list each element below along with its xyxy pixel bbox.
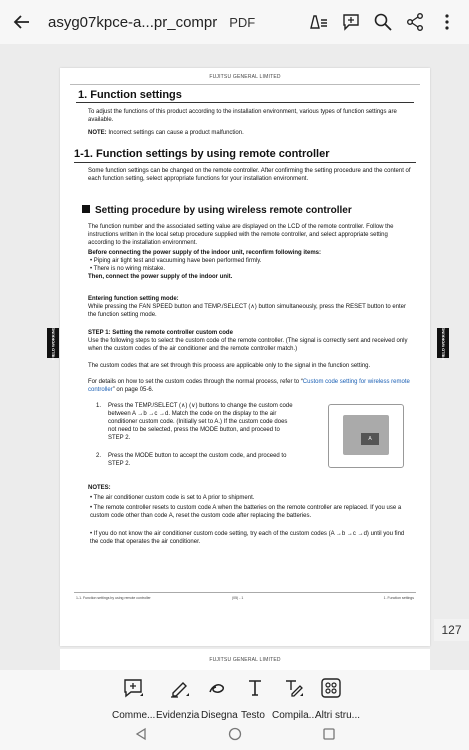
nav-home-icon xyxy=(228,727,242,741)
read-mode-icon xyxy=(309,12,329,32)
toolbar-actions xyxy=(305,8,461,36)
nav-recents-icon xyxy=(322,727,336,741)
step1-text: Use the following steps to select the custom code of the remote controller. (The signal is correctly sent and received only when the custom codes of the air conditioner and the remote controller match.) xyxy=(88,338,408,352)
pdf-page xyxy=(60,68,430,646)
section-1-rule xyxy=(76,102,414,103)
side-tab-left: FIELD WORKING xyxy=(47,328,59,358)
list-item-1: 1. Press the TEMP./SELECT (∧) (∨) buttons to change the custom code between A →b →c →d. Match the code on the display to the air conditioner custom code. (Initially set to A.) If the custom code does not need to be selected, press the MODE button, and proceed to STEP 2. xyxy=(96,403,293,441)
section-1-1-title: 1-1. Function settings by using remote controller xyxy=(74,148,330,160)
section-1-note: NOTE: Incorrect settings can cause a product malfunction. xyxy=(88,130,244,136)
entering-mode-title: Entering function setting mode: xyxy=(88,296,179,302)
more-tools[interactable] xyxy=(300,676,362,700)
footer-left: 1-1. Function settings by using remote controller xyxy=(76,596,151,600)
comment-icon xyxy=(341,12,361,32)
next-pdf-page xyxy=(60,649,430,670)
footer-right: 1. Function settings xyxy=(383,596,414,600)
section-1-1-rule xyxy=(74,162,416,163)
subsection-title: Setting procedure by using wireless remote controller xyxy=(82,205,352,216)
note-item: • The air conditioner custom code is set to A prior to shipment. xyxy=(90,495,255,501)
toolbar-label: Comme... xyxy=(112,710,156,721)
toolbar-labels xyxy=(0,704,469,721)
bottom-toolbar xyxy=(0,670,469,722)
share-icon xyxy=(405,12,425,32)
footer-center: (05) - 1 xyxy=(232,596,244,600)
list-item-2: 2. Press the MODE button to accept the custom code, and proceed to STEP 2. xyxy=(96,453,287,467)
toolbar-label: Evidenzia xyxy=(156,710,200,721)
note-item: • If you do not know the air conditioner custom code setting, try each of the custom codes (A →b →c →d) until you find the code that operates the air conditioner. xyxy=(90,531,405,545)
remote-controller-illustration xyxy=(328,404,404,468)
section-1-1-text: Some function settings can be changed on the remote controller. After confirming the setting procedure and the content of each function setting, select appropriate functions for your installation environment. xyxy=(88,168,411,182)
custom-code-display: A xyxy=(361,433,379,445)
toolbar-label: Compila... xyxy=(272,710,318,721)
share-button[interactable] xyxy=(401,8,429,36)
step1-title: STEP 1: Setting the remote controller custom code xyxy=(88,330,233,336)
side-tab-right: FIELD WORKING xyxy=(437,328,449,358)
add-comment-icon xyxy=(122,677,144,699)
section-1-text: To adjust the functions of this product according to the installation environment, various types of function settings are available. xyxy=(88,109,397,123)
search-button[interactable] xyxy=(369,8,397,36)
note-item: • The remote controller resets to custom code A when the batteries on the remote controller are replaced. If you use a custom code other than code A, reset the custom code after replacing the batteries. xyxy=(90,505,402,519)
toolbar-label: Altri stru... xyxy=(315,710,361,721)
toolbar-label: Testo xyxy=(241,710,265,721)
back-button[interactable] xyxy=(0,0,44,44)
step1-text-2: The custom codes that are set through this process are applicable only to the signal in the function setting. xyxy=(88,363,371,369)
more-options-button[interactable] xyxy=(433,8,461,36)
nav-home-button[interactable] xyxy=(228,727,242,746)
before-connecting-text: Before connecting the power supply of the indoor unit, reconfirm following items: xyxy=(88,250,322,256)
system-navigation-bar xyxy=(0,722,469,750)
file-type-label: PDF xyxy=(229,14,256,30)
bullet-item: • There is no wiring mistake. xyxy=(90,266,166,272)
more-vert-icon xyxy=(437,12,457,32)
toolbar-label: Disegna xyxy=(201,710,238,721)
custom-code-link[interactable]: Custom code setting for wireless remote controller xyxy=(88,379,410,393)
step1-text-3: For details on how to set the custom codes through the normal process, refer to “Custom code setting for wireless remote controller” on page 05-6. xyxy=(88,379,410,393)
section-1-title: 1. Function settings xyxy=(78,89,182,101)
subsection-text: The function number and the associated setting value are displayed on the LCD of the remote controller. Follow the instructions written in the local setup procedure supplied with the remote controller, and select appropriate setting according to the installation environment. xyxy=(88,224,394,246)
square-bullet-icon xyxy=(82,205,90,213)
then-connect-text: Then, connect the power supply of the indoor unit. xyxy=(88,274,233,280)
header-divider xyxy=(70,84,420,85)
page-header-brand: FUJITSU GENERAL LIMITED xyxy=(209,74,281,80)
page-number-indicator: 127 xyxy=(434,619,469,641)
notes-title: NOTES: xyxy=(88,485,111,491)
search-icon xyxy=(373,12,393,32)
read-mode-button[interactable] xyxy=(305,8,333,36)
back-arrow-icon xyxy=(13,13,31,31)
nav-back-icon xyxy=(134,727,148,741)
nav-recents-button[interactable] xyxy=(322,727,336,746)
entering-mode-text: While pressing the FAN SPEED button and TEMP./SELECT (∧) button simultaneously, press the RESET button to enter the function setting mode. xyxy=(88,304,406,318)
remote-lcd xyxy=(343,415,389,455)
more-tools-icon xyxy=(320,677,342,699)
bullet-item: • Piping air tight test and vacuuming have been performed firmly. xyxy=(90,258,262,264)
footer-divider xyxy=(74,592,416,593)
comment-button[interactable] xyxy=(337,8,365,36)
nav-back-button[interactable] xyxy=(134,727,148,746)
document-title: asyg07kpce-a...pr_compr xyxy=(48,13,218,31)
next-page-header-brand: FUJITSU GENERAL LIMITED xyxy=(209,657,281,663)
document-viewer[interactable] xyxy=(0,44,469,670)
app-bar xyxy=(0,0,469,44)
